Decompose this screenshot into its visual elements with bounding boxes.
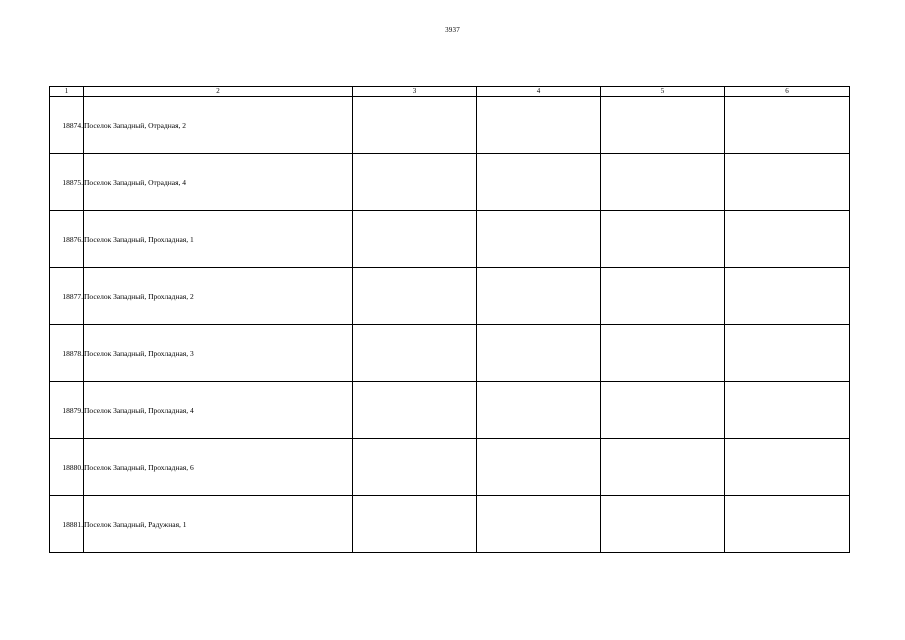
address-cell: Поселок Западный, Прохладная, 2 (84, 268, 353, 325)
column-5-cell (601, 382, 725, 439)
table-row (50, 439, 850, 496)
address-cell: Поселок Западный, Прохладная, 1 (84, 211, 353, 268)
column-5-cell (601, 268, 725, 325)
table-row (50, 97, 850, 154)
column-3-cell (353, 97, 477, 154)
column-6-cell (725, 211, 850, 268)
column-5-cell (601, 154, 725, 211)
row-number-cell: 18877. (50, 268, 84, 325)
column-6-cell (725, 325, 850, 382)
column-4-cell (477, 97, 601, 154)
column-3-cell (353, 154, 477, 211)
row-number-cell: 18876. (50, 211, 84, 268)
column-4-cell (477, 439, 601, 496)
row-number-cell: 18881. (50, 496, 84, 553)
row-number-cell: 18879. (50, 382, 84, 439)
column-3-cell (353, 382, 477, 439)
column-4-cell (477, 325, 601, 382)
column-6-cell (725, 439, 850, 496)
row-number-cell: 18874. (50, 97, 84, 154)
column-4-cell (477, 382, 601, 439)
table-row (50, 154, 850, 211)
column-5-cell (601, 97, 725, 154)
address-cell: Поселок Западный, Прохладная, 4 (84, 382, 353, 439)
column-header: 3 (353, 87, 477, 97)
row-number-cell: 18875. (50, 154, 84, 211)
column-6-cell (725, 154, 850, 211)
column-5-cell (601, 325, 725, 382)
page-number: 3937 (445, 26, 460, 34)
table-row (50, 268, 850, 325)
address-cell: Поселок Западный, Отрадная, 2 (84, 97, 353, 154)
column-6-cell (725, 268, 850, 325)
column-4-cell (477, 268, 601, 325)
column-3-cell (353, 439, 477, 496)
column-header: 6 (725, 87, 850, 97)
table-row (50, 382, 850, 439)
address-cell: Поселок Западный, Отрадная, 4 (84, 154, 353, 211)
column-5-cell (601, 211, 725, 268)
table-row (50, 211, 850, 268)
column-5-cell (601, 439, 725, 496)
header-row (50, 87, 850, 97)
column-3-cell (353, 496, 477, 553)
column-4-cell (477, 211, 601, 268)
column-header: 2 (84, 87, 353, 97)
column-4-cell (477, 496, 601, 553)
row-number-cell: 18878. (50, 325, 84, 382)
row-number-cell: 18880. (50, 439, 84, 496)
column-3-cell (353, 268, 477, 325)
table-row (50, 325, 850, 382)
column-6-cell (725, 382, 850, 439)
registry-table (49, 86, 850, 553)
address-cell: Поселок Западный, Прохладная, 3 (84, 325, 353, 382)
column-4-cell (477, 154, 601, 211)
address-cell: Поселок Западный, Радужная, 1 (84, 496, 353, 553)
column-5-cell (601, 496, 725, 553)
column-header: 1 (50, 87, 84, 97)
column-3-cell (353, 325, 477, 382)
column-6-cell (725, 496, 850, 553)
column-header: 5 (601, 87, 725, 97)
table-row (50, 496, 850, 553)
address-cell: Поселок Западный, Прохладная, 6 (84, 439, 353, 496)
column-header: 4 (477, 87, 601, 97)
column-3-cell (353, 211, 477, 268)
column-6-cell (725, 97, 850, 154)
